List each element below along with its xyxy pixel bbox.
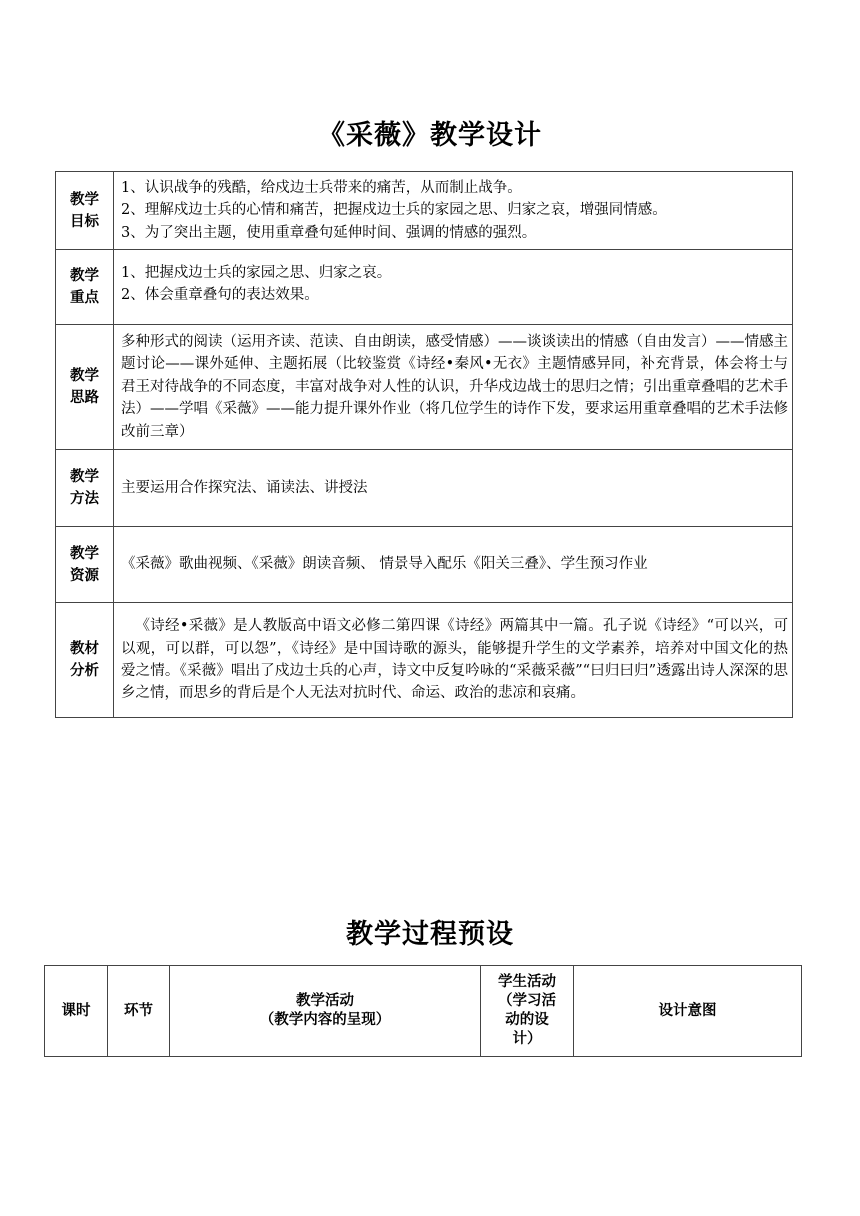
header-teaching-activity: 教学活动 （教学内容的呈现）: [170, 966, 481, 1057]
header-student-activity: 学生活动 （学习活 动的设 计）: [481, 966, 574, 1057]
row-content: 1、把握戍边士兵的家园之思、归家之哀。 2、体会重章叠句的表达效果。: [114, 250, 793, 325]
row-label: 教学 目标: [56, 172, 114, 250]
page-title: 《采薇》教学设计: [318, 120, 542, 151]
row-label: 教学 资源: [56, 527, 114, 603]
row-content: 1、认识战争的残酷，给戍边士兵带来的痛苦，从而制止战争。 2、理解戍边士兵的心情和痛苦，把握戍边士兵的家园之思、归家之哀，增强同情感。 3、为了突出主题，使用重章叠句延伸时间、强调的情感的强烈。: [114, 172, 793, 250]
row-content: 多种形式的阅读（运用齐读、范读、自由朗读，感受情感）——谈谈读出的情感（自由发言）——情感主题讨论——课外延伸、主题拓展（比较鉴赏《诗经•秦风•无衣》主题情感异同，补充背景，体会将士与君王对待战争的不同态度，丰富对战争对人性的认识，升华戍边战士的思归之情；引出重章叠唱的艺术手法）——学唱《采薇》——能力提升课外作业（将几位学生的诗作下发，要求运用重章叠唱的艺术手法修改前三章）: [114, 325, 793, 450]
table-row: [56, 325, 793, 450]
table-row: [56, 172, 793, 250]
row-label: 教材 分析: [56, 603, 114, 718]
header-stage: 环节: [108, 966, 170, 1057]
row-label: 教学 重点: [56, 250, 114, 325]
design-table: [55, 171, 793, 718]
row-label: 教学 思路: [56, 325, 114, 450]
table-row: [56, 250, 793, 325]
row-content: 《诗经•采薇》是人教版高中语文必修二第四课《诗经》两篇其中一篇。孔子说《诗经》“可以兴，可以观，可以群，可以怨”，《诗经》是中国诗歌的源头，能够提升学生的文学素养，培养对中国文化的热爱之情。《采薇》唱出了戍边士兵的心声，诗文中反复吟咏的“采薇采薇”“曰归曰归”透露出诗人深深的思乡之情，而思乡的背后是个人无法对抗时代、命运、政治的悲凉和哀痛。: [114, 603, 793, 718]
table-row: [56, 527, 793, 603]
row-label: 教学 方法: [56, 450, 114, 527]
section-title: 教学过程预设: [346, 919, 514, 950]
table-row: [56, 603, 793, 718]
row-content: 主要运用合作探究法、诵读法、讲授法: [114, 450, 793, 527]
row-content: 《采薇》歌曲视频、《采薇》朗读音频、 情景导入配乐《阳关三叠》、学生预习作业: [114, 527, 793, 603]
process-table: [44, 965, 802, 1057]
table-header-row: [45, 966, 802, 1057]
header-design-intent: 设计意图: [574, 966, 802, 1057]
header-period: 课时: [45, 966, 108, 1057]
table-row: [56, 450, 793, 527]
